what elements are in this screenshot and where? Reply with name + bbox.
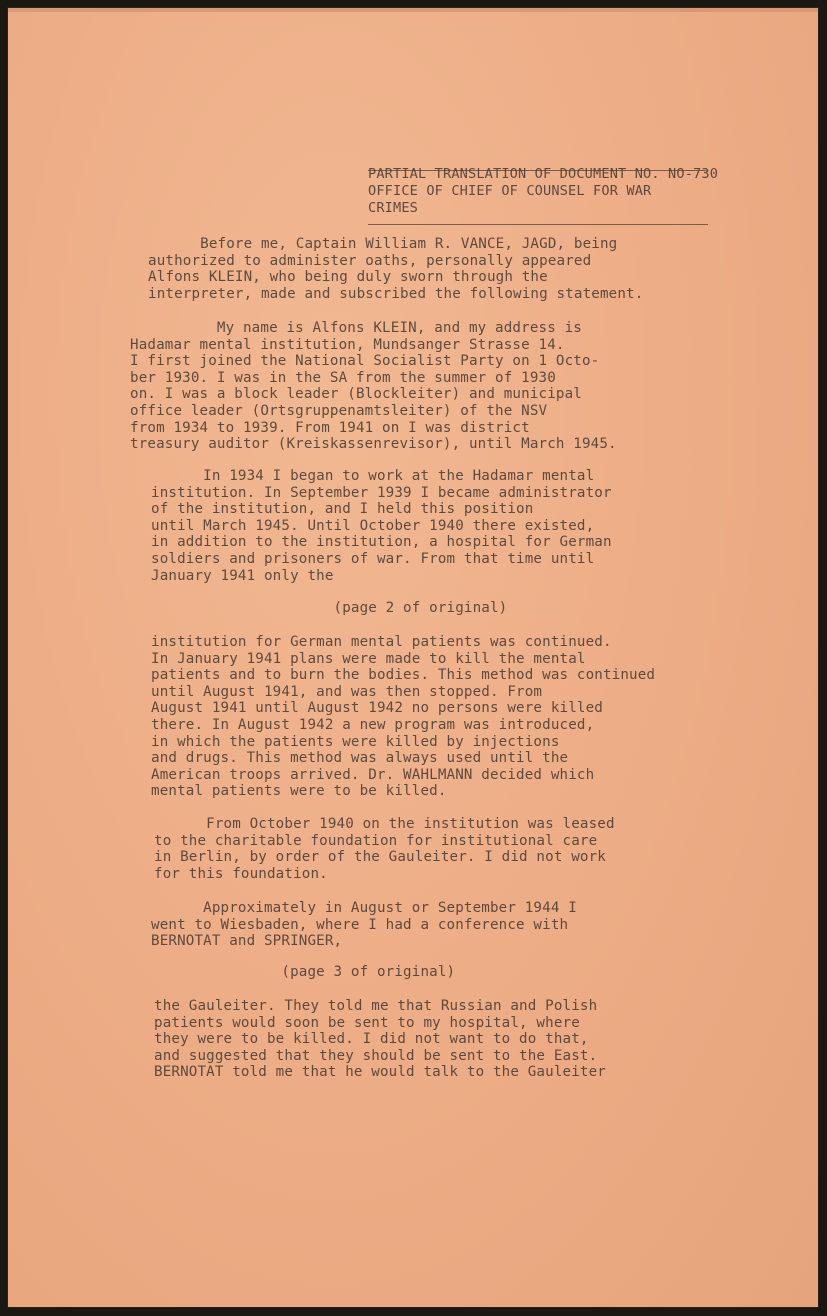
text-line: and suggested that they should be sent to the East. [154,1047,598,1064]
text-line: until August 1941, and was then stopped. From [151,683,543,700]
text-line: went to Wiesbaden, where I had a conference with [151,916,569,933]
document-header [368,166,719,216]
text-line: Approximately in August or September 1944 I [151,900,577,916]
text-line: the Gauleiter. They told me that Russian and Polish [154,998,598,1014]
paragraph-conference [151,900,577,950]
text-line: on. I was a block leader (Blockleiter) and municipal [130,386,582,403]
text-line: treasury auditor (Kreiskassenrevisor), until March 1945. [130,436,617,453]
text-line: I first joined the National Socialist Party on 1 Octo- [130,353,600,370]
text-line: interpreter, made and subscribed the following statement. [148,285,644,302]
text-line: in which the patients were killed by injections [151,733,560,750]
text-line: (page 2 of original) [151,600,508,616]
text-line: and drugs. This method was always used until the [151,750,569,767]
text-line: ber 1930. I was in the SA from the summer of 1930 [130,369,556,386]
text-line: American troops arrived. Dr. WAHLMANN decided which [151,766,595,783]
text-line: From October 1940 on the institution was leased [154,816,615,832]
paragraph-identity [130,320,617,453]
page-marker-2 [151,600,507,617]
text-line: mental patients were to be killed. [151,783,447,800]
paragraph-foundation [154,816,615,882]
page-marker-3 [151,964,455,981]
text-line: institution. In September 1939 I became administrator [151,484,612,501]
paragraph-killings [151,634,655,800]
text-line: of the institution, and I held this position [151,501,534,518]
header-rule-bottom [368,224,708,225]
text-line: In January 1941 plans were made to kill the mental [151,650,586,667]
text-line: authorized to administer oaths, personally appeared [148,252,592,269]
paragraph-oath [148,236,643,302]
header-line: CRIMES [368,199,419,216]
text-line: from 1934 to 1939. From 1941 on I was district [130,419,530,436]
text-line: Hadamar mental institution, Mundsanger Strasse 14. [130,336,565,353]
text-line: to the charitable foundation for institutional care [154,832,598,849]
text-line: until March 1945. Until October 1940 there existed, [151,517,595,534]
text-line: for this foundation. [154,865,328,882]
paragraph-gauleiter [154,998,606,1081]
text-line: patients and to burn the bodies. This method was continued [151,667,656,684]
paragraph-employment [151,468,612,584]
text-line: patients would soon be sent to my hospital, where [154,1014,580,1031]
text-line: January 1941 only the [151,567,334,584]
header-line: OFFICE OF CHIEF OF COUNSEL FOR WAR [368,182,652,199]
document-page [8,8,818,1307]
text-line: BERNOTAT and SPRINGER, [151,933,343,950]
text-line: (page 3 of original) [151,964,456,980]
text-line: Alfons KLEIN, who being duly sworn through the [148,269,548,286]
text-line: office leader (Ortsgruppenamtsleiter) of the NSV [130,402,548,419]
text-line: in addition to the institution, a hospital for German [151,534,612,551]
text-line: in Berlin, by order of the Gauleiter. I did not work [154,849,606,866]
text-line: My name is Alfons KLEIN, and my address is [130,320,582,336]
text-line: there. In August 1942 a new program was introduced, [151,716,595,733]
text-line: institution for German mental patients was continued. [151,634,612,650]
text-line: Before me, Captain William R. VANCE, JAGD, being [148,236,618,252]
text-line: In 1934 I began to work at the Hadamar mental [151,468,595,484]
text-line: soldiers and prisoners of war. From that time until [151,550,595,567]
text-line: they were to be killed. I did not want to do that, [154,1031,589,1048]
text-line: BERNOTAT told me that he would talk to the Gauleiter [154,1064,606,1081]
header-line: PARTIAL TRANSLATION OF DOCUMENT NO. NO-730 [368,166,719,182]
page-edge [8,8,818,12]
text-line: August 1941 until August 1942 no persons were killed [151,700,603,717]
